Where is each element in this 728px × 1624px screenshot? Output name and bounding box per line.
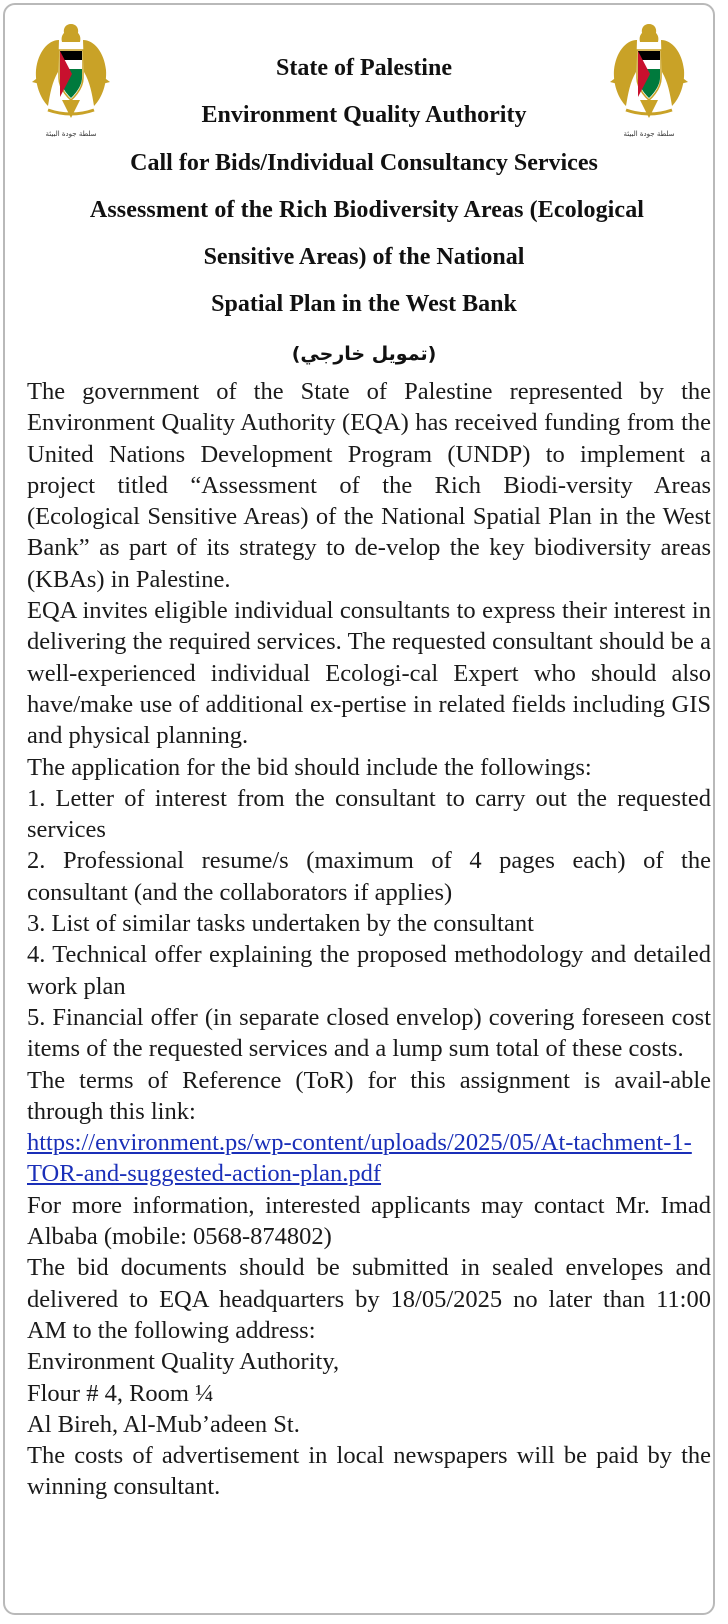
list-item: 4. Technical offer explaining the proposed methodology and detailed work plan (27, 941, 711, 1000)
emblem-caption: سلطة جودة البيئة (45, 130, 97, 138)
header-state: State of Palestine (276, 55, 452, 81)
list-item: 5. Financial offer (in separate closed envelop) covering foreseen cost items of the requested services and a lump sum total of these costs. (27, 1003, 711, 1063)
paragraph-contact: For more information, interested applicants may contact Mr. Imad Albaba (mobile: 0568-874802) (27, 1191, 711, 1251)
header-funding-note: (تمويل خارجي) (291, 343, 437, 365)
tor-link[interactable]: https://environment.ps/wp-content/uploads/2025/05/At-tachment-1-TOR-and-suggested-action-plan.pdf (27, 1129, 692, 1188)
emblem-caption: سلطة جودة البيئة (623, 130, 675, 138)
list-item: 1. Letter of interest from the consultant to carry out the requested services (27, 784, 711, 844)
list-item: 2. Professional resume/s (maximum of 4 pages each) of the consultant (and the collaborators if applies) (27, 847, 711, 906)
paragraph-application-intro: The application for the bid should include the followings: (27, 753, 592, 781)
list-item: 3. List of similar tasks undertaken by the consultant (27, 910, 534, 938)
advertisement-body (27, 376, 711, 1503)
header-project-title-line2: Sensitive Areas) of the National (203, 244, 525, 270)
paragraph-costs: The costs of advertisement in local newspapers will be paid by the winning consultant. (27, 1442, 711, 1501)
header-call-for-bids: Call for Bids/Individual Consultancy Services (130, 150, 598, 176)
address-line: Environment Quality Authority, (27, 1348, 340, 1376)
address-line: Flour # 4, Room ¼ (27, 1379, 214, 1407)
header-project-title-line1: Assessment of the Rich Biodiversity Areas (Ecological (89, 197, 645, 223)
header-project-title-line3: Spatial Plan in the West Bank (211, 291, 517, 317)
address-line: Al Bireh, Al-Mub’adeen St. (27, 1410, 300, 1438)
paragraph-invite: EQA invites eligible individual consultants to express their interest in delivering the required services. The requested consultant should be a well-experienced individual Ecologi-cal Expert who should also have/make use of additional ex-pertise in related fields including GIS and physical planning. (27, 597, 711, 750)
header-authority: Environment Quality Authority (201, 102, 527, 128)
paragraph-submission: The bid documents should be submitted in sealed envelopes and delivered to EQA headquarters by 18/05/2025 no later than 11:00 AM to the following address: (27, 1254, 711, 1344)
paragraph-tor: The terms of Reference (ToR) for this assignment is avail-able through this link: (27, 1066, 711, 1125)
paragraph-intro: The government of the State of Palestine represented by the Environment Quality Authority (EQA) has received funding from the United Nations Development Program (UNDP) to implement a project titled “Assessment of the Rich Biodi-versity Areas (Ecological Sensitive Areas) of the National Spatial Plan in the West Bank” as part of its strategy to de-velop the key biodiversity areas (KBAs) in Palestine. (27, 378, 711, 593)
